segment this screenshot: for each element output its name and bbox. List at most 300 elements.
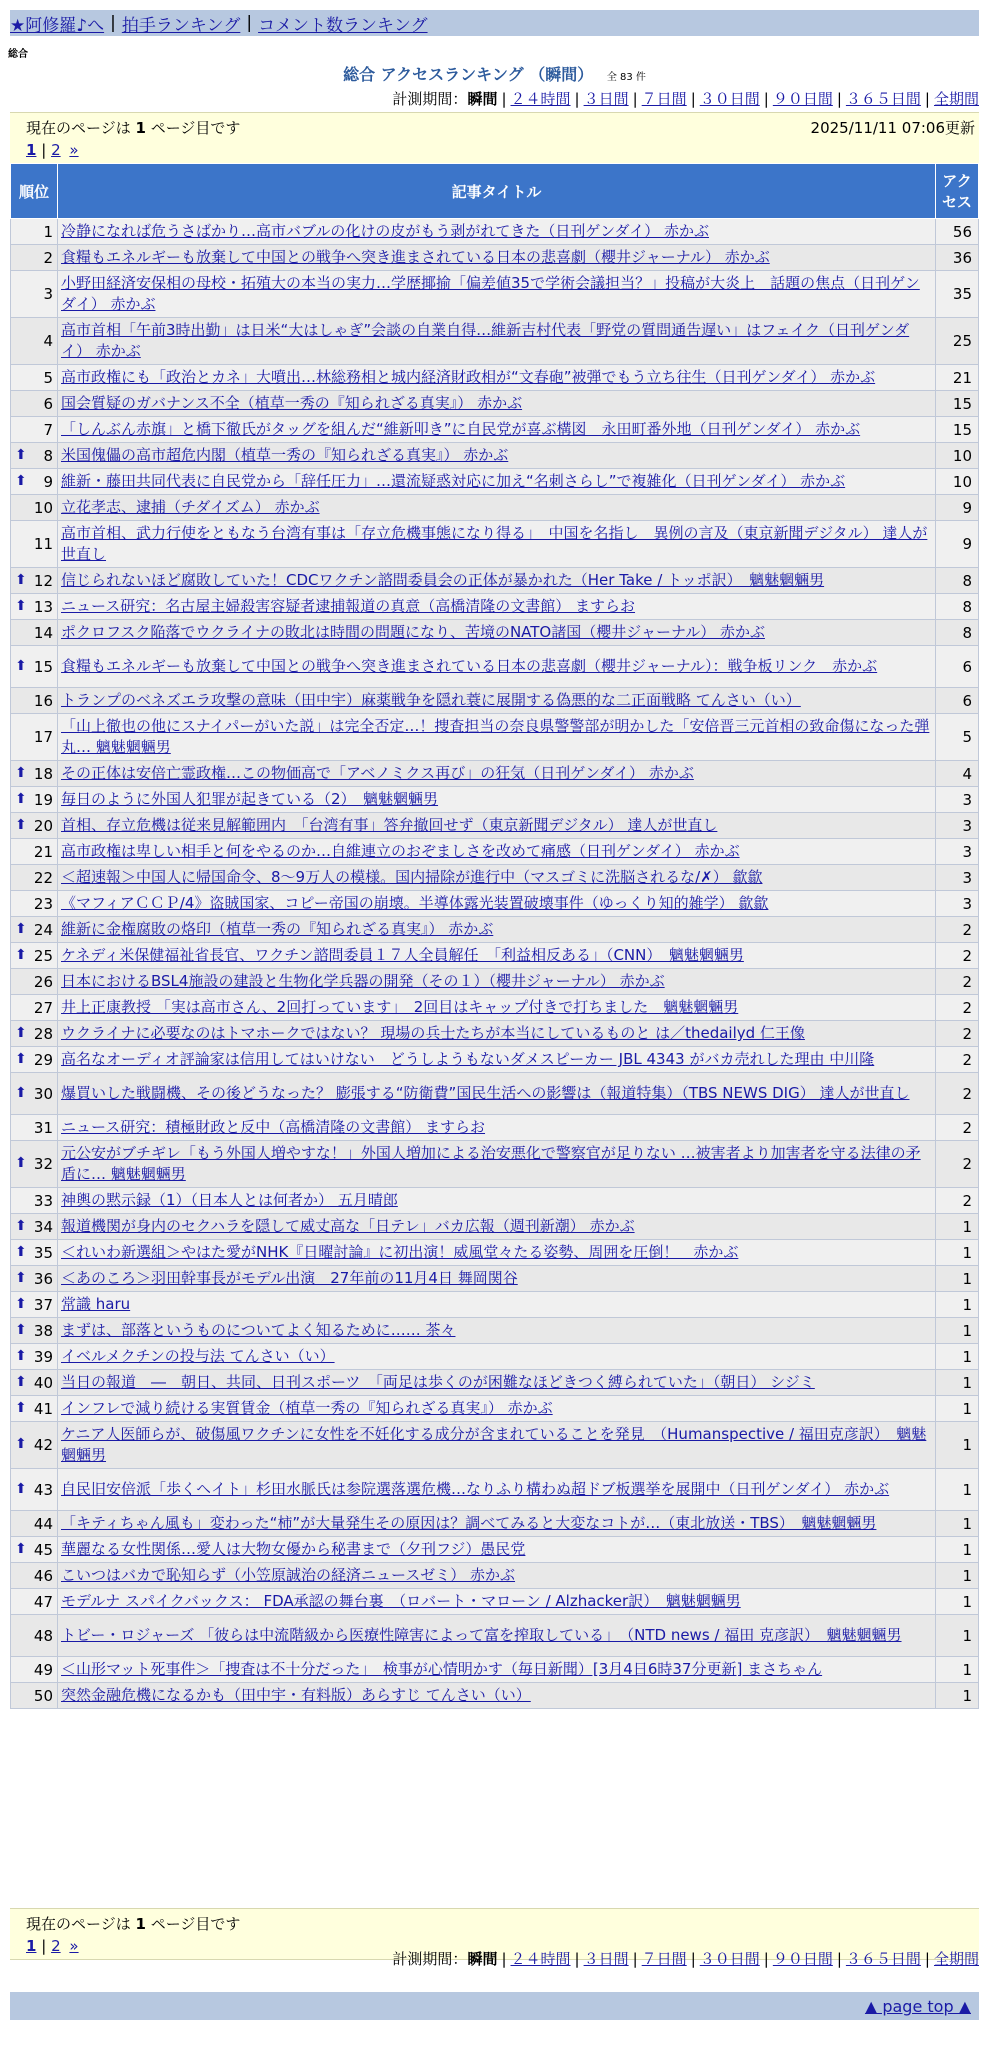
rank-cell [11, 365, 58, 391]
rank-number: 26 [33, 972, 53, 991]
table-row [11, 318, 979, 365]
period-option[interactable]: ９０日間 [772, 90, 833, 108]
rank-cell [11, 1683, 58, 1709]
rank-number: 25 [33, 946, 53, 965]
period-option[interactable]: ９０日間 [772, 1950, 833, 1968]
access-count: 15 [936, 417, 979, 443]
title-cell [58, 1021, 936, 1047]
rank-cell [11, 1266, 58, 1292]
table-row [11, 1537, 979, 1563]
period-option: 瞬間 [467, 1950, 498, 1968]
table-row [11, 620, 979, 646]
rank-cell [11, 1188, 58, 1214]
title-cell [58, 568, 936, 594]
article-link[interactable]: 「キティちゃん風も」変わった“柿”が大量発生その原因は？調べてみると大変なコトが…（東北放送・TBS） 魑魅魍魎男 [61, 1514, 877, 1532]
period-option[interactable]: 全期間 [933, 90, 979, 108]
access-count: 10 [936, 443, 979, 469]
rank-cell [11, 245, 58, 271]
article-link[interactable]: 《マフィアＣＣＰ/4》盗賊国家、コピー帝国の崩壊。半導体露光装置破壊事件（ゆっくり知的雑学） 歙歙 [61, 894, 769, 912]
comment-ranking-link[interactable]: コメント数ランキング [258, 15, 428, 36]
title-cell [58, 1563, 936, 1589]
period-selector [392, 88, 979, 109]
table-row [11, 1683, 979, 1709]
article-link[interactable]: ニュース研究：積極財政と反中（高橋清隆の文書館） ますらお [61, 1118, 486, 1136]
article-link[interactable]: 高市政権にも「政治とカネ」大噴出…林総務相と城内経済財政相が“文春砲”被弾でもう立ち往生（日刊ゲンダイ） 赤かぶ [61, 368, 876, 386]
access-count: 2 [936, 995, 979, 1021]
access-count: 2 [936, 1021, 979, 1047]
col-access: アクセス [936, 164, 979, 219]
table-row [11, 568, 979, 594]
table-row [11, 1469, 979, 1511]
title-cell [58, 969, 936, 995]
rank-cell [11, 1657, 58, 1683]
access-count: 8 [936, 620, 979, 646]
article-link[interactable]: 立花孝志、逮捕（チダイズム） 赤かぶ [61, 498, 320, 516]
rank-cell [11, 1073, 58, 1115]
article-link[interactable]: こいつはバカで恥知らず（小笠原誠治の経済ニュースゼミ） 赤かぶ [61, 1566, 516, 1584]
rank-number: 20 [33, 816, 53, 835]
rank-number: 22 [33, 868, 53, 887]
pager-links [26, 1937, 79, 1955]
title-cell [58, 318, 936, 365]
rank-up-icon: ⬆ [15, 1217, 27, 1234]
rank-number: 47 [33, 1592, 53, 1611]
title-cell [58, 469, 936, 495]
access-count: 15 [936, 391, 979, 417]
article-link[interactable]: ＜超速報＞中国人に帰国命令、8〜9万人の模様。国内掃除が進行中（マスゴミに洗脳されるな/✗） 歙歙 [61, 868, 763, 886]
period-separator: | [574, 1950, 580, 1968]
rank-up-icon: ⬆ [15, 1155, 27, 1171]
period-separator: | [632, 1950, 638, 1968]
article-link[interactable]: 「山上徹也の他にスナイパーがいた説」は完全否定…！捜査担当の奈良県警警部が明かした「安倍晋三元首相の致命傷になった弾丸… 魑魅魍魎男 [61, 717, 930, 756]
access-count: 3 [936, 813, 979, 839]
rank-number: 6 [43, 394, 53, 413]
table-row [11, 1141, 979, 1188]
period-separator: | [632, 90, 638, 108]
article-link[interactable]: インフレで減り続ける実質賃金（植草一秀の『知られざる真実』） 赤かぶ [61, 1399, 553, 1417]
period-separator: | [574, 90, 580, 108]
rank-number: 39 [33, 1347, 53, 1366]
rank-cell [11, 469, 58, 495]
updated-timestamp: 2025/11/11 07:06更新 [810, 119, 975, 137]
title-cell [58, 365, 936, 391]
rank-number: 31 [33, 1118, 53, 1137]
rank-cell [11, 417, 58, 443]
period-separator: | [836, 90, 842, 108]
pager-status [26, 1913, 240, 1934]
period-option[interactable]: ２４時間 [510, 1950, 571, 1968]
title-cell [58, 1240, 936, 1266]
article-link[interactable]: 「しんぶん赤旗」と橋下徹氏がタッグを組んだ“維新叩き”に自民党が喜ぶ構図 永田町番外地（日刊ゲンダイ） 赤かぶ [61, 420, 861, 438]
table-row [11, 245, 979, 271]
access-count: 1 [936, 1537, 979, 1563]
article-link[interactable]: ケネディ米保健福祉省長官、ワクチン諮問委員１７人全員解任 「利益相反ある」（CNN） 魑魅魍魎男 [61, 946, 744, 964]
rank-number: 12 [33, 571, 53, 590]
period-option[interactable]: ３６５日間 [845, 1950, 921, 1968]
article-link[interactable]: 高市政権は卑しい相手と何をやるのか…自維連立のおぞましさを改めて痛感（日刊ゲンダイ） 赤かぶ [61, 842, 740, 860]
article-link[interactable]: 突然金融危機になるかも（田中宇・有料版）あらすじ てんさい（い） [61, 1686, 531, 1704]
table-row [11, 1214, 979, 1240]
access-count: 36 [936, 245, 979, 271]
access-count: 8 [936, 594, 979, 620]
table-row [11, 969, 979, 995]
table-row [11, 271, 979, 318]
access-count: 1 [936, 1292, 979, 1318]
rank-number: 36 [33, 1269, 53, 1288]
article-link[interactable]: 食糧もエネルギーも放棄して中国との戦争へ突き進まされている日本の悲喜劇（櫻井ジャーナル） 赤かぶ [61, 248, 770, 266]
table-row [11, 839, 979, 865]
period-option[interactable]: ３日間 [583, 1950, 629, 1968]
table-row [11, 1188, 979, 1214]
rank-up-icon: ⬆ [15, 1480, 27, 1497]
access-count: 2 [936, 1188, 979, 1214]
rank-number: 1 [43, 222, 53, 241]
rank-up-icon: ⬆ [15, 1540, 27, 1557]
article-link[interactable]: 信じられないほど腐敗していた！CDCワクチン諮問委員会の正体が暴かれた（Her Take / トッポ訳） 魑魅魍魎男 [61, 571, 825, 589]
access-count: 1 [936, 1344, 979, 1370]
period-selector-bottom [392, 1948, 979, 1969]
title-cell [58, 714, 936, 761]
title-cell [58, 787, 936, 813]
period-option[interactable]: ３日間 [583, 90, 629, 108]
access-count: 9 [936, 495, 979, 521]
title-cell [58, 594, 936, 620]
page-1-link[interactable]: 1 [26, 1937, 37, 1955]
rank-up-icon: ⬆ [15, 1347, 27, 1364]
period-option[interactable]: 全期間 [933, 1950, 979, 1968]
table-row [11, 495, 979, 521]
rank-cell [11, 891, 58, 917]
article-link[interactable]: 当日の報道 ― 朝日、共同、日刊スポーツ 「両足は歩くのが困難なほどきつく縛られていた」（朝日） シジミ [61, 1373, 815, 1391]
rank-cell [11, 271, 58, 318]
title-cell [58, 1266, 936, 1292]
article-link[interactable]: 冷静になれば危うさばかり…高市バブルの化けの皮がもう剥がれてきた（日刊ゲンダイ） 赤かぶ [61, 222, 709, 240]
rank-cell [11, 1563, 58, 1589]
rank-up-icon: ⬆ [15, 657, 27, 674]
rank-number: 40 [33, 1373, 53, 1392]
article-link[interactable]: 小野田経済安保相の母校・拓殖大の本当の実力…学歴揶揄「偏差値35で学術会議担当？」投稿が大炎上 話題の焦点（日刊ゲンダイ） 赤かぶ [61, 274, 920, 313]
rank-up-icon: ⬆ [15, 1399, 27, 1416]
article-link[interactable]: 高市首相、武力行使をともなう台湾有事は「存立危機事態になり得る」 中国を名指し 異例の言及（東京新聞デジタル） 達人が世直し [61, 524, 928, 563]
pager-suffix: ページ目です [150, 119, 241, 137]
article-link[interactable]: 維新に金権腐敗の烙印（植草一秀の『知られざる真実』） 赤かぶ [61, 920, 494, 938]
article-link[interactable]: ＜れいわ新選組＞やはた愛がNHK『日曜討論』に初出演！威風堂々たる姿勢、周囲を圧倒！ 赤かぶ [61, 1243, 739, 1261]
rank-cell [11, 1344, 58, 1370]
period-separator: | [763, 1950, 769, 1968]
rank-cell [11, 521, 58, 568]
table-row [11, 594, 979, 620]
rank-up-icon: ⬆ [15, 764, 27, 781]
rank-cell [11, 646, 58, 688]
pager-box [10, 112, 979, 164]
rank-number: 23 [33, 894, 53, 913]
rank-number: 29 [33, 1050, 53, 1069]
category-label: 総合 [8, 49, 28, 60]
article-link[interactable]: トランプのベネズエラ攻撃の意味（田中宇）麻薬戦争を隠れ蓑に展開する偽悪的な二正面戦略 てんさい（い） [61, 691, 801, 709]
period-option[interactable]: ３６５日間 [845, 90, 921, 108]
nav-separator: | [110, 13, 116, 33]
article-link[interactable]: モデルナ スパイクバックス： FDA承認の舞台裏 （ロバート・マローン / Alzhacker訳） 魑魅魍魎男 [61, 1592, 741, 1610]
rank-number: 24 [33, 920, 53, 939]
pager-prefix: 現在のページは [26, 119, 131, 137]
rank-up-icon: ⬆ [15, 1024, 27, 1041]
table-header [11, 164, 979, 219]
rank-number: 49 [33, 1660, 53, 1679]
access-count: 5 [936, 714, 979, 761]
article-link[interactable]: 国会質疑のガバナンス不全（植草一秀の『知られざる真実』） 赤かぶ [61, 394, 523, 412]
period-option: 瞬間 [467, 90, 498, 108]
page-2-link[interactable]: 2 [51, 1937, 61, 1955]
rank-up-icon: ⬆ [15, 1084, 27, 1101]
title-cell [58, 761, 936, 787]
access-count: 3 [936, 865, 979, 891]
access-count: 1 [936, 1266, 979, 1292]
rank-number: 4 [43, 332, 53, 350]
article-link[interactable]: 神輿の黙示録（1）（日本人とは何者か） 五月晴郎 [61, 1191, 398, 1209]
article-link[interactable]: 毎日のように外国人犯罪が起きている（2） 魑魅魍魎男 [61, 790, 439, 808]
rank-up-icon: ⬆ [15, 571, 27, 588]
rank-up-icon: ⬆ [15, 1050, 27, 1067]
table-row [11, 1021, 979, 1047]
title-cell [58, 1115, 936, 1141]
rank-number: 21 [33, 842, 53, 861]
title-cell [58, 521, 936, 568]
table-row [11, 521, 979, 568]
table-row [11, 787, 979, 813]
period-option[interactable]: ２４時間 [510, 90, 571, 108]
rank-cell [11, 917, 58, 943]
rank-number: 18 [33, 764, 53, 783]
access-count: 3 [936, 891, 979, 917]
rank-cell [11, 1141, 58, 1188]
rank-number: 33 [33, 1191, 53, 1210]
access-count: 2 [936, 1115, 979, 1141]
rank-number: 48 [33, 1626, 53, 1645]
access-count: 1 [936, 1240, 979, 1266]
title-cell [58, 245, 936, 271]
access-count: 1 [936, 1370, 979, 1396]
table-row [11, 1422, 979, 1469]
rank-number: 50 [33, 1686, 53, 1705]
table-row [11, 1266, 979, 1292]
article-link[interactable]: ケニア人医師らが、破傷風ワクチンに女性を不妊化する成分が含まれていることを発見 （Humanspective / 福田克彦訳） 魑魅魍魎男 [61, 1425, 927, 1464]
access-count: 1 [936, 1469, 979, 1511]
article-link[interactable]: ウクライナに必要なのはトマホークではない？ 現場の兵士たちが本当にしているものと は／thedailyd 仁王像 [61, 1024, 805, 1042]
rank-cell [11, 943, 58, 969]
article-link[interactable]: ポクロフスク陥落でウクライナの敗北は時間の問題になり、苦境のNATO諸国（櫻井ジャーナル） 赤かぶ [61, 623, 765, 641]
rank-cell [11, 1589, 58, 1615]
rank-number: 3 [43, 285, 53, 303]
article-link[interactable]: ＜山形マット死事件＞「捜査は不十分だった」 検事が心情明かす（毎日新聞）[3月4日6時37分更新] まさちゃん [61, 1660, 823, 1678]
article-link[interactable]: 維新・藤田共同代表に自民党から「辞任圧力」…還流疑惑対応に加え“名刺さらし”で複雑化（日刊ゲンダイ） 赤かぶ [61, 472, 846, 490]
article-link[interactable]: 爆買いした戦闘機、その後どうなった？ 膨張する“防衛費”国民生活への影響は（報道特集）（TBS NEWS DIG） 達人が世直し [61, 1084, 910, 1102]
rank-number: 42 [33, 1436, 53, 1454]
access-count: 2 [936, 1141, 979, 1188]
title-cell [58, 620, 936, 646]
rank-number: 27 [33, 998, 53, 1017]
rank-cell [11, 1021, 58, 1047]
title-cell [58, 865, 936, 891]
rank-cell [11, 495, 58, 521]
table-row [11, 1344, 979, 1370]
page-title [0, 62, 989, 85]
rank-cell [11, 714, 58, 761]
article-link[interactable]: 華麗なる女性関係…愛人は大物女優から秘書まで（夕刊フジ）愚民党 [61, 1540, 526, 1558]
table-row [11, 391, 979, 417]
article-link[interactable]: ニュース研究：名古屋主婦殺害容疑者逮捕報道の真意（高橋清隆の文書館） ますらお [61, 597, 636, 615]
ranking-table [10, 163, 979, 1709]
rank-cell [11, 1615, 58, 1657]
title-cell [58, 995, 936, 1021]
rank-cell [11, 1370, 58, 1396]
rank-up-icon: ⬆ [15, 1295, 27, 1312]
title-cell [58, 391, 936, 417]
article-link[interactable]: 首相、存立危機は従来見解範囲内 「台湾有事」答弁撤回せず（東京新聞デジタル） 達人が世直し [61, 816, 718, 834]
pager-status [26, 117, 240, 138]
rank-cell [11, 969, 58, 995]
title-cell [58, 1073, 936, 1115]
access-count: 1 [936, 1657, 979, 1683]
rank-number: 28 [33, 1024, 53, 1043]
rank-cell [11, 865, 58, 891]
title-cell [58, 443, 936, 469]
title-cell [58, 1511, 936, 1537]
table-row [11, 219, 979, 245]
rank-number: 32 [33, 1155, 53, 1173]
access-count: 1 [936, 1422, 979, 1469]
rank-cell [11, 1214, 58, 1240]
period-separator: | [924, 1950, 930, 1968]
article-link[interactable]: ＜あのころ＞羽田幹事長がモデル出演 27年前の11月4日 舞岡関谷 [61, 1269, 518, 1287]
top-nav-bar [10, 10, 979, 36]
applause-ranking-link[interactable]: 拍手ランキング [121, 15, 241, 36]
rank-cell [11, 1537, 58, 1563]
rank-number: 35 [33, 1243, 53, 1262]
article-link[interactable]: 日本におけるBSL4施設の建設と生物化学兵器の開発（その１）（櫻井ジャーナル） 赤かぶ [61, 972, 665, 990]
rank-number: 15 [33, 657, 53, 676]
title-cell [58, 1214, 936, 1240]
pager-links [26, 141, 79, 159]
table-row [11, 1240, 979, 1266]
rank-number: 17 [33, 728, 53, 746]
title-cell [58, 1318, 936, 1344]
page-1-link[interactable]: 1 [26, 141, 37, 159]
rank-up-icon: ⬆ [15, 920, 27, 937]
article-link[interactable]: 元公安がブチギレ「もう外国人増やすな！」外国人増加による治安悪化で警察官が足りない …被害者より加害者を守る法律の矛盾に… 魑魅魍魎男 [61, 1144, 921, 1183]
nav-separator: | [246, 13, 253, 33]
access-count: 2 [936, 1073, 979, 1115]
article-link[interactable]: 米国傀儡の高市超危内閣（植草一秀の『知られざる真実』） 赤かぶ [61, 446, 509, 464]
page-2-link[interactable]: 2 [51, 141, 61, 159]
article-link[interactable]: 報道機関が身内のセクハラを隠して威丈高な「日テレ」バカ広報（週刊新潮） 赤かぶ [61, 1217, 635, 1235]
rank-cell [11, 688, 58, 714]
article-link[interactable]: 食糧もエネルギーも放棄して中国との戦争へ突き進まされている日本の悲喜劇（櫻井ジャーナル）：戦争板リンク 赤かぶ [61, 657, 878, 675]
rank-cell [11, 1047, 58, 1073]
rank-number: 45 [33, 1540, 53, 1559]
rank-number: 8 [43, 446, 53, 465]
table-row [11, 1589, 979, 1615]
table-row [11, 1047, 979, 1073]
next-page-link[interactable]: » [69, 141, 79, 159]
article-link[interactable]: 常識 haru [61, 1295, 131, 1313]
title-cell [58, 891, 936, 917]
rank-number: 11 [33, 535, 53, 553]
rank-number: 2 [43, 248, 53, 267]
period-separator: | [690, 1950, 696, 1968]
col-rank: 順位 [11, 164, 58, 219]
period-separator: | [763, 90, 769, 108]
rank-number: 46 [33, 1566, 53, 1585]
access-count: 3 [936, 839, 979, 865]
table-row [11, 1615, 979, 1657]
access-count: 3 [936, 787, 979, 813]
title-cell [58, 917, 936, 943]
home-link[interactable]: ★阿修羅♪へ [10, 15, 105, 36]
rank-cell [11, 1240, 58, 1266]
rank-cell [11, 787, 58, 813]
bottom-bar [10, 1992, 979, 2020]
title-cell [58, 688, 936, 714]
rank-number: 43 [33, 1480, 53, 1499]
table-row [11, 365, 979, 391]
access-count: 8 [936, 568, 979, 594]
article-link[interactable]: 自民旧安倍派「歩くヘイト」杉田水脈氏は参院選落選危機…なりふり構わぬ超ドブ板選挙を展開中（日刊ゲンダイ） 赤かぶ [61, 1480, 890, 1498]
rank-cell [11, 1469, 58, 1511]
period-option[interactable]: ７日間 [641, 1950, 687, 1968]
rank-number: 37 [33, 1295, 53, 1314]
title-cell [58, 1141, 936, 1188]
rank-up-icon: ⬆ [15, 1373, 27, 1390]
period-separator: | [924, 90, 930, 108]
page-top-link[interactable]: ▲ page top ▲ [864, 1997, 971, 2016]
period-separator: | [501, 90, 507, 108]
next-page-link[interactable]: » [69, 1937, 79, 1955]
title-cell [58, 1422, 936, 1469]
period-option[interactable]: ３０日間 [699, 90, 760, 108]
access-count: 4 [936, 761, 979, 787]
rank-number: 16 [33, 691, 53, 710]
col-title: 記事タイトル [58, 164, 936, 219]
table-row [11, 646, 979, 688]
table-row [11, 917, 979, 943]
total-count: 全 83 件 [606, 72, 646, 83]
period-label: 計測期間： [392, 1950, 468, 1968]
access-count: 1 [936, 1396, 979, 1422]
table-row [11, 943, 979, 969]
article-link[interactable]: 高名なオーディオ評論家は信用してはいけない どうしようもないダメスピーカー JBL 4343 がバカ売れした理由 中川隆 [61, 1050, 875, 1068]
rank-number: 34 [33, 1217, 53, 1236]
article-link[interactable]: 高市首相「午前3時出勤」は日米“大はしゃぎ”会談の自業自得…維新吉村代表「野党の質問通告遅い」はフェイク（日刊ゲンダイ） 赤かぶ [61, 321, 910, 360]
table-row [11, 1657, 979, 1683]
period-option[interactable]: ７日間 [641, 90, 687, 108]
rank-cell [11, 1115, 58, 1141]
title-cell [58, 1615, 936, 1657]
rank-number: 41 [33, 1399, 53, 1418]
article-link[interactable]: 井上正康教授 「実は高市さん、2回打っています」 2回目はキャップ付きで打ちました 魑魅魍魎男 [61, 998, 739, 1016]
title-cell [58, 1344, 936, 1370]
article-link[interactable]: イベルメクチンの投与法 てんさい（い） [61, 1347, 335, 1365]
article-link[interactable]: まずは、部落というものについてよく知るために…… 茶々 [61, 1321, 456, 1339]
rank-up-icon: ⬆ [15, 1243, 27, 1260]
table-row [11, 891, 979, 917]
article-link[interactable]: トビー・ロジャーズ 「彼らは中流階級から医療性障害によって富を搾取している」 （NTD news / 福田 克彦訳） 魑魅魍魎男 [61, 1626, 902, 1644]
article-link[interactable]: その正体は安倍亡霊政権…この物価高で「アベノミクス再び」の狂気（日刊ゲンダイ） 赤かぶ [61, 764, 694, 782]
title-cell [58, 1370, 936, 1396]
title-cell [58, 1396, 936, 1422]
rank-cell [11, 1422, 58, 1469]
period-option[interactable]: ３０日間 [699, 1950, 760, 1968]
pager-current: 1 [135, 1915, 146, 1933]
